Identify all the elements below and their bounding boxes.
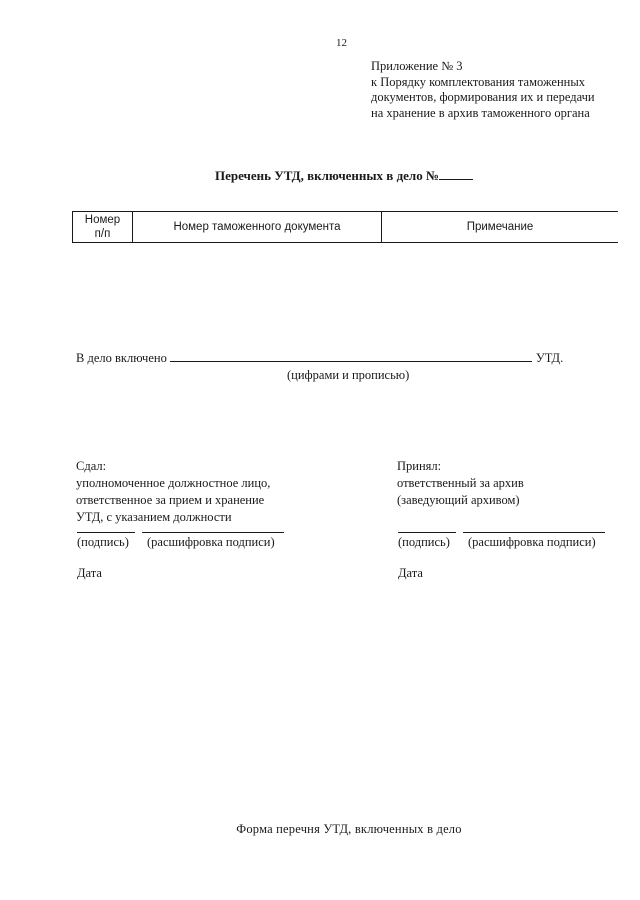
right-signature-label: (подпись) [398,535,450,549]
left-date-label: Дата [77,566,102,580]
right-decode-blank [463,532,605,533]
right-signature-blank [398,532,456,533]
right-decode-label: (расшифровка подписи) [468,535,596,549]
accepted-heading: Принял: [397,459,442,473]
form-caption: Форма перечня УТД, включенных в дело [236,822,462,836]
left-signature-label: (подпись) [77,535,129,549]
accepted-block [397,458,524,509]
handed-over-line: уполномоченное должностное лицо, [76,476,271,490]
appendix-line: на хранение в архив таможенного органа [371,105,590,120]
appendix-line: Приложение № 3 [371,59,463,73]
right-date-label: Дата [398,566,423,580]
column-header-number: Номер п/п [73,212,133,243]
handed-over-line: ответственное за прием и хранение [76,493,265,507]
included-suffix: УТД. [535,351,564,365]
accepted-line: (заведующий архивом) [397,493,520,507]
handed-over-line: УТД, с указанием должности [76,510,232,524]
included-prefix: В дело включено [76,351,167,365]
utd-table [72,211,618,243]
left-decode-label: (расшифровка подписи) [147,535,275,549]
appendix-line: к Порядку комплектования таможенных [371,74,585,89]
appendix-header [371,59,595,121]
column-header-note: Примечание [382,212,619,243]
document-title-text: Перечень УТД, включенных в дело № [214,168,440,183]
included-hint: (цифрами и прописью) [287,368,410,382]
table-header-row [73,212,619,243]
handed-over-heading: Сдал: [76,459,107,473]
left-signature-blank [77,532,135,533]
handed-over-block [76,458,270,526]
column-header-document-number: Номер таможенного документа [133,212,382,243]
included-count-blank [170,351,532,362]
document-title [0,168,640,184]
left-decode-blank [142,532,284,533]
appendix-line: документов, формирования их и передачи [371,90,595,104]
included-count-line [76,351,563,366]
accepted-line: ответственный за архив [397,476,524,490]
page-number: 12 [336,37,347,49]
case-number-blank [439,168,473,180]
